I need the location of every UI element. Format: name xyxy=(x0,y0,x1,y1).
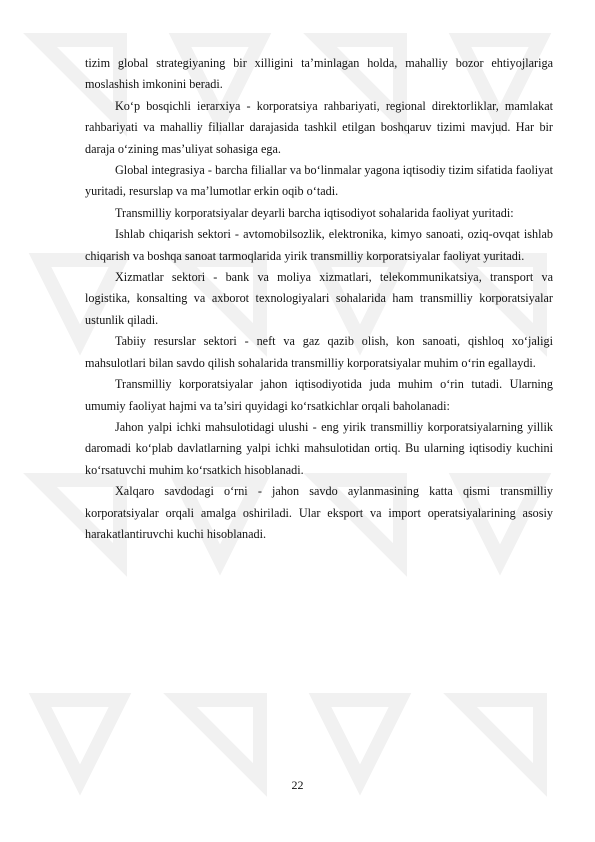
paragraph-9: Jahon yalpi ichki mahsulotidagi ulushi - eng yirik transmilliy korporatsiyalarning yillik daromadi ko‘plab davlatlarning yalpi ichki mahsulotidan ortiq. Bu ularning iqtisodiy kuchini ko‘rsatuvchi muhim ko‘rsatkich hisoblanadi. xyxy=(85,419,553,477)
paragraph-1: tizim global strategiyaning bir xilligini ta’minlagan holda, mahalliy bozor ehtiyojlariga moslashish imkonini beradi. xyxy=(85,56,553,92)
paragraph-3: Global integrasiya - barcha filiallar va bo‘linmalar yagona iqtisodiy tizim sifatida faoliyat yuritadi, resurslap va ma’lumotlar erkin oqib o‘tadi. xyxy=(85,163,553,199)
paragraph-10: Xalqaro savdodagi o‘rni - jahon savdo aylanmasining katta qismi transmilliy korporatsiyalar orqali amalga oshiriladi. Ular eksport va import operatsiyalarining asosiy harakatlantiruvchi kuchi hisoblanadi. xyxy=(85,484,553,541)
paragraph-7: Tabiiy resurslar sektori - neft va gaz qazib olish, kon sanoati, qishloq xo‘jaligi mahsulotlari bilan savdo qilish sohalarida transmilliy korporatsiyalar muhim o‘rin egallaydi. xyxy=(85,334,553,370)
paragraph-5: Ishlab chiqarish sektori - avtomobilsozlik, elektronika, kimyo sanoati, oziq-ovqat ishlab chiqarish va boshqa sanoat tarmoqlarida yirik transmilliy korporatsiyalar faoliyat yuritadi. xyxy=(85,227,553,263)
paragraph-2: Ko‘p bosqichli ierarxiya - korporatsiya rahbariyati, regional direktorliklar, mamlakat rahbariyati va mahalliy filiallar darajasida tashkil etilgan boshqaruv tizimi mavjud. Har bir daraja o‘zining mas’uliyat sohasiga ega. xyxy=(85,98,553,156)
body-text xyxy=(85,53,553,545)
paragraph-6: Xizmatlar sektori - bank va moliya xizmatlari, telekommunikatsiya, transport va logistika, konsalting va axborot texnologiyalari sohalarida ham transmilliy korporatsiyalar ustunlik qiladi. xyxy=(85,270,553,327)
paragraph-8: Transmilliy korporatsiyalar jahon iqtisodiyotida juda muhim o‘rin tutadi. Ularning umumiy faoliyat hajmi va ta’siri quyidagi ko‘rsatkichlar orqali baholanadi: xyxy=(85,377,553,413)
paragraph-4: Transmilliy korporatsiyalar deyarli barcha iqtisodiyot sohalarida faoliyat yuritadi: xyxy=(115,205,514,220)
page-number: 22 xyxy=(291,778,304,792)
